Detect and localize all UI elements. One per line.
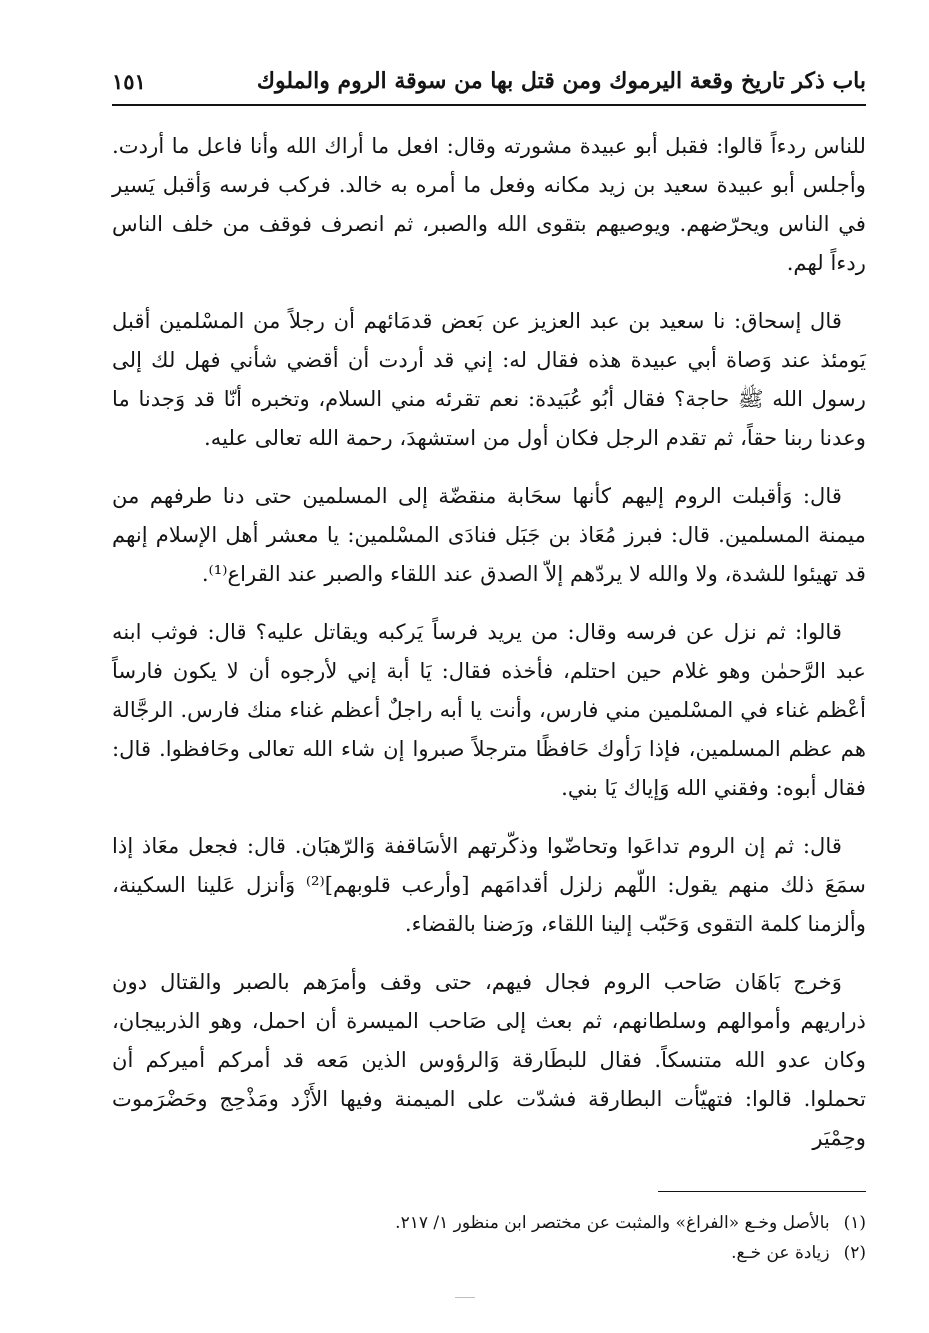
footnote-text: زيادة عن خـع. xyxy=(731,1243,830,1263)
footnote-text: بالأصل وخـع «الفراغ» والمثبت عن مختصر ابن منظور ١/ ٢١٧. xyxy=(395,1213,830,1233)
footnote-number: (٢) xyxy=(843,1243,866,1263)
paragraph-5: قال: ثم إن الروم تداعَوا وتحاضّوا وذكّرتهم الأسَاقفة وَالرّهبَان. قال: فجعل معَاذ إذا سمَعَ ذلك منهم يقول: اللّهم زلزل أقدامَهم [وأرعب قلوبهم]⁽²⁾ وَأنزل عَلينا السكينة، وألزمنا كلمة التقوى وَحَبّب إلينا اللقاء، ورَضنا بالقضاء. xyxy=(112,833,866,936)
paragraph-3: قال: وَأقبلت الروم إليهم كأنها سحَابة منقضّة إلى المسلمين حتى دنا طرفهم من ميمنة المسلمين. قال: فبرز مُعَاذ بن جَبَل فنادَى المسْلمين: يا معشر أهل الإسلام إنهم قد تهيئوا للشدة، ولا والله لا يردّهم إلاّ الصدق عند اللقاء والصبر عند القراع⁽¹⁾. xyxy=(112,483,866,586)
chapter-title: باب ذكر تاريخ وقعة اليرموك ومن قتل بها من سوقة الروم والملوك xyxy=(256,68,866,94)
running-header xyxy=(112,62,866,100)
footnote-2 xyxy=(112,1238,866,1268)
footnote-rule xyxy=(658,1191,866,1192)
page-number: ١٥١ xyxy=(112,68,146,94)
paragraph-4: قالوا: ثم نزل عن فرسه وقال: من يريد فرساً يَركبه ويقاتل عليه؟ قال: فوثب ابنه عبد الرَّحمٰن وهو غلام حين احتلم، فأخذه فقال: يَا أبة إني لأرجوه أن لا يكون فارساً أعْظم غناء في المسْلمين مني فارس، وأنت يا أبه راجلٌ أعظم غناء منك فارس. الرجَّالة هم عظم المسلمين، فإذا رَأوك حَافظًا مترجلاً صبروا إن شاء الله تعالى وحَافظوا. قال: فقال أبوه: وفقني الله وَإياك يَا بني. xyxy=(112,619,866,800)
main-text xyxy=(112,126,866,1176)
paragraph-6: وَخرج بَاهَان صَاحب الروم فجال فيهم، حتى وقف وأمرَهم بالصبر والقتال دون ذراريهم وأموالهم وسلطانهم، ثم بعث إلى صَاحب الميسرة أن احمل، وهو الذربيجان، وكان عدو الله متنسكاً. فقال للبطَارقة وَالرؤوس الذين مَعه قد أمركم أميركم أن تحملوا. قالوا: فتهيّأت البطارقة فشدّت على الميمنة وفيها الأَزْد ومَذْحِج وحَضْرَموت وحِمْيَر xyxy=(112,969,866,1150)
paragraph-2: قال إسحاق: نا سعيد بن عبد العزيز عن بَعض قدمَائهم أن رجلاً من المسْلمين أقبل يَومئذ عند وَصاة أبي عبيدة هذه فقال له: إني قد أردت أن أقضي شأني فهل لك إلى رسول الله ﷺ حاجة؟ فقال أبُو عُبَيدة: نعم تقرئه مني السلام، وتخبره أنّا قد وَجدنا ما وعدنا ربنا حقاً، ثم تقدم الرجل فكان أول من استشهدَ، رحمة الله تعالى عليه. xyxy=(112,308,866,450)
footnote-number: (١) xyxy=(843,1213,866,1233)
header-rule xyxy=(112,104,866,106)
footnote-1 xyxy=(112,1208,866,1238)
paragraph-1: للناس ردءاً قالوا: فقبل أبو عبيدة مشورته وقال: افعل ما أراك الله وأنا فاعل ما أردت. وأجلس أبو عبيدة سعيد بن زيد مكانه وفعل ما أمره به خالد. فركب فرسه وَأقبل يَسير في الناس ويحرّضهم. ويوصيهم بتقوى الله والصبر، ثم انصرف فوقف من خلف الناس ردءاً لهم. xyxy=(112,133,866,275)
bottom-mark xyxy=(455,1297,475,1298)
footnotes xyxy=(112,1208,866,1268)
